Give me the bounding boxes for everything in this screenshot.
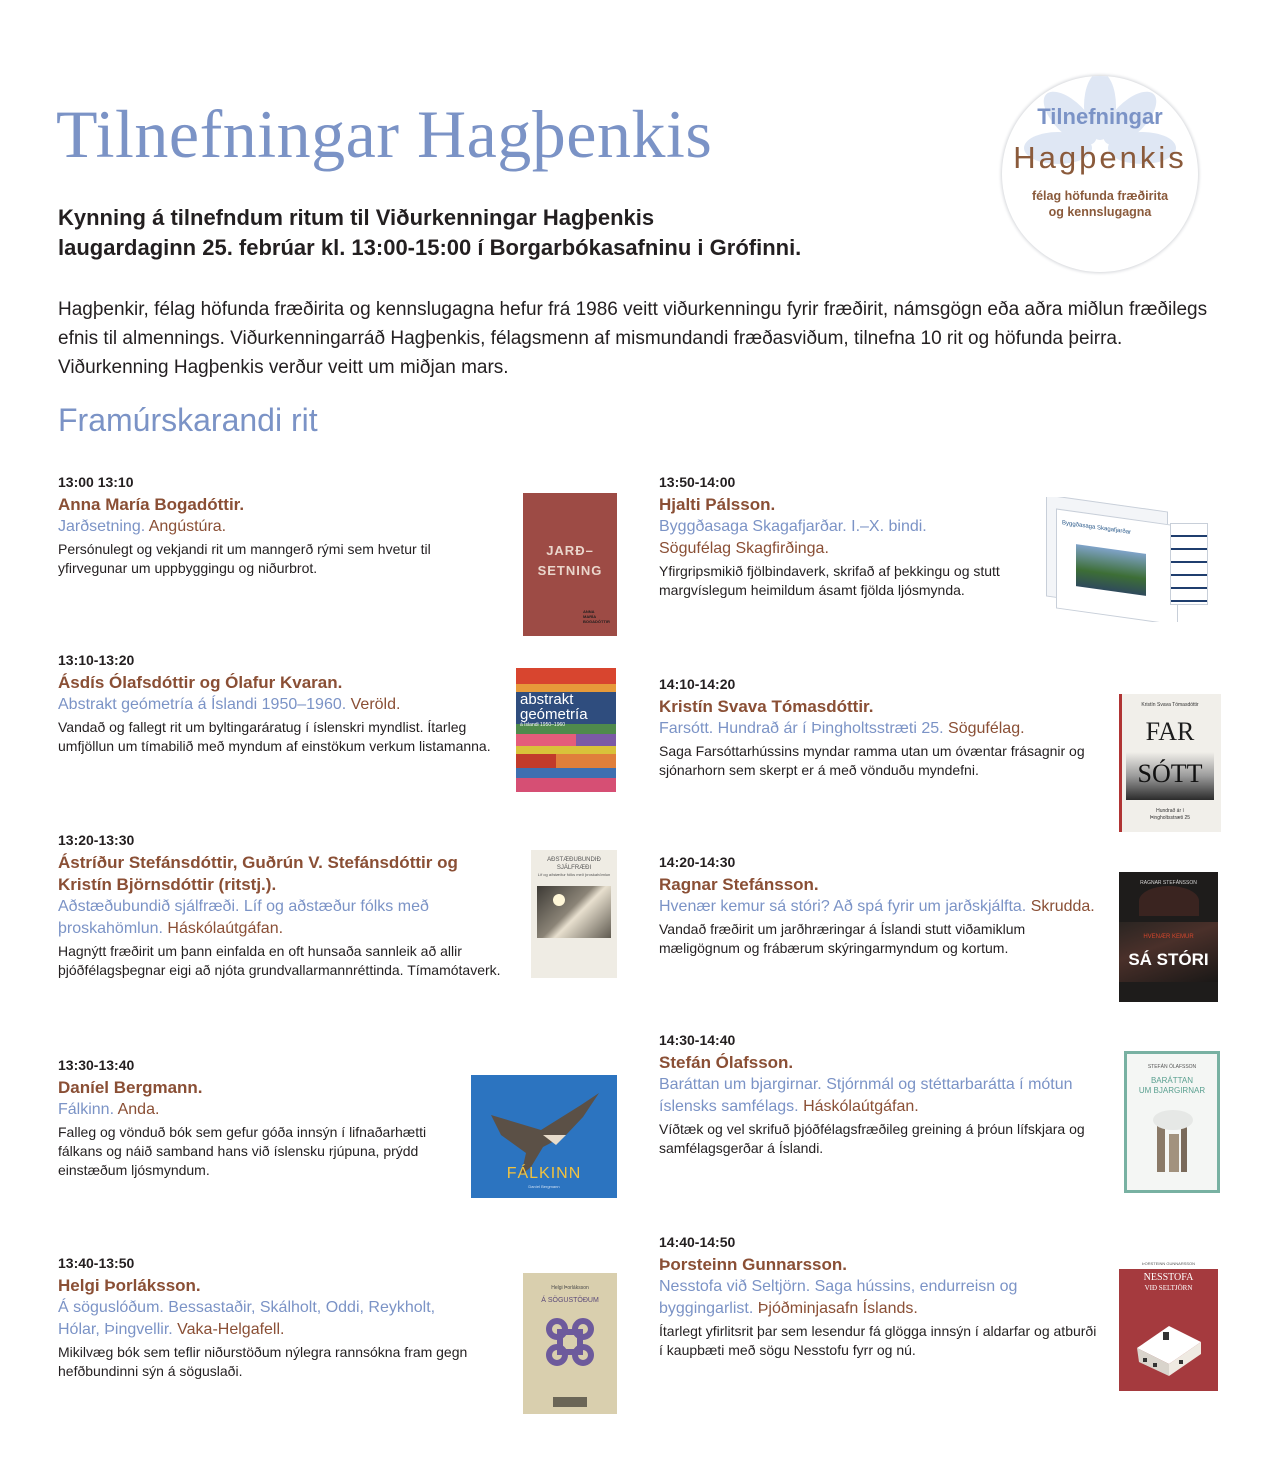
cover-title-line: VIÐ SELTJÖRN <box>1144 1284 1193 1292</box>
entry-author: Kristín Svava Tómasdóttir. <box>659 697 874 716</box>
entry-publisher: Anda. <box>117 1101 160 1118</box>
entry-description: Yfirgripsmikið fjölbindaverk, skrifað af þekkingu og stutt margvíslegum heimildum ásamt fjölda ljósmynda. <box>659 563 1000 598</box>
entry-publisher: Vaka-Helgafell. <box>177 1321 285 1338</box>
event-subtitle <box>58 203 958 263</box>
cover-title-line: FÁLKINN <box>506 1165 582 1182</box>
entry-description: Vandað fræðirit um jarðhræringar á Íslandi stutt viðamiklum mæligögnum og frábærum skýringarmyndum og kortum. <box>659 921 1026 956</box>
entry-author: Daníel Bergmann. <box>58 1078 203 1097</box>
entry-author: Helgi Þorláksson. <box>58 1276 201 1295</box>
entry-adstaedubundid <box>58 830 508 980</box>
entry-work <box>659 896 1109 918</box>
entry-description: Hagnýtt fræðirit um þann einfalda en oft hunsaða sannleik að allir þjóðfélagsþegnar eigi að njóta grundvallarmannréttinda. Tímamótaverk. <box>58 943 501 978</box>
cover-subtitle: Líf og aðstæður fólks með þroskahömlun <box>537 872 611 877</box>
entry-author: Hjalti Pálsson. <box>659 495 776 514</box>
entry-time: 13:10-13:20 <box>58 652 135 668</box>
entry-publisher: Veröld. <box>350 696 401 713</box>
cover-author-line: MARÍA <box>583 614 597 619</box>
entry-title: Abstrakt geómetría á Íslandi 1950–1960. <box>58 696 347 713</box>
cover-title-line: FAR <box>1145 717 1195 746</box>
knot-symbol-icon <box>545 1317 595 1367</box>
entry-description: Mikilvæg bók sem teflir niðurstöðum nýlegra rannsókna fram gegn hefðbundinni sýn á söguslaði. <box>58 1344 468 1379</box>
logo-line-4: og kennslugagna <box>1048 205 1152 219</box>
logo-tagline <box>1002 188 1198 220</box>
entry-time: 13:30-13:40 <box>58 1057 135 1073</box>
cover-subtitle: HVENÆR KEMUR <box>1143 934 1194 940</box>
entry-title: Baráttan um bjargirnar. Stjórnmál og stéttarbarátta í mótun íslensks samfélags. <box>659 1076 1073 1115</box>
entry-nesstofa <box>659 1232 1099 1360</box>
entry-work <box>58 516 498 538</box>
entry-description: Saga Farsóttarhússins myndar ramma utan um óvæntar frásagnir og sjónarhorn sem skerpt er á með vönduðu myndefni. <box>659 743 1085 778</box>
entry-byggdasaga <box>659 472 1029 600</box>
intro-paragraph: Hagþenkir, félag höfunda fræðirita og kennslugagna hefur frá 1986 veitt viðurkenningu fyrir fræðirit, námsgögn eða aðra miðlun fræðilegs efnis til almennings. Viðurkenningarráð Hagþenkis, félagsmenn af mismundandi fræðasviðum, tilnefna 10 rit og höfunda þeirra. Viðurkenning Hagþenkis verður veitt um miðjan mars. <box>58 299 1208 378</box>
entry-work <box>58 1099 458 1121</box>
logo-line-3: félag höfunda fræðirita <box>1031 189 1169 203</box>
cover-author-line: ANNA <box>583 609 595 614</box>
entry-work <box>58 896 508 940</box>
cover-title-line: Byggðasaga Skagafjarðar <box>1062 520 1132 536</box>
entry-work <box>659 1276 1099 1320</box>
cover-title-line: geómetría <box>520 706 588 723</box>
page-title: Tilnefningar Hagþenkis <box>56 96 713 172</box>
entry-work <box>659 1074 1099 1118</box>
entry-description: Persónulegt og vekjandi rit um manngerð rými sem hvetur til yfirvegunar um uppbyggingu og niðurbrot. <box>58 541 431 576</box>
subtitle-line-1: Kynning á tilnefndum ritum til Viðurkenningar Hagþenkis <box>58 205 655 230</box>
entry-publisher: Háskólaútgáfan. <box>167 920 284 937</box>
cover-author-line: BOGADÓTTIR <box>583 619 610 624</box>
entry-time: 13:20-13:30 <box>58 832 135 848</box>
entry-publisher: Angústúra. <box>148 518 227 535</box>
entry-barattan <box>659 1030 1099 1158</box>
logo-line-2: Hagþenkis <box>1013 140 1187 175</box>
book-cover-sogustodum <box>523 1273 617 1414</box>
entry-author: Ástríður Stefánsdóttir, Guðrún V. Stefánsdóttir og Kristín Björnsdóttir (ritstj.). <box>58 853 458 894</box>
entry-author: Ragnar Stefánsson. <box>659 875 819 894</box>
entry-description: Vandað og fallegt rit um byltingaráratug í íslenskri myndlist. Ítarleg umfjöllun um tímabilið með myndum af einstökum verkum listamanna. <box>58 719 491 754</box>
entry-time: 13:00 13:10 <box>58 474 134 490</box>
entry-jardsetning <box>58 472 498 578</box>
entry-publisher: Sögufélag Skagfirðinga. <box>659 540 829 557</box>
cover-subtitle: Þingholtsstræti 25 <box>1149 815 1191 821</box>
cover-title-line: SÁ STÓRI <box>1128 950 1209 969</box>
cover-title-line: abstrakt <box>520 691 574 708</box>
entry-author: Ásdís Ólafsdóttir og Ólafur Kvaran. <box>58 673 343 692</box>
entry-title: Fálkinn. <box>58 1101 115 1118</box>
entry-work <box>58 1297 478 1341</box>
entry-title: Jarðsetning. <box>58 518 146 535</box>
entry-publisher: Sögufélag. <box>948 720 1025 737</box>
book-cover-jardsetning <box>523 493 617 636</box>
cover-title-line: SÓTT <box>1137 759 1203 788</box>
cover-title-line: BARÁTTAN <box>1150 1076 1194 1085</box>
entry-abstrakt-geometria <box>58 650 508 756</box>
entry-publisher: Þjóðminjasafn Íslands. <box>757 1300 918 1317</box>
entry-time: 13:50-14:00 <box>659 474 736 490</box>
entry-author: Þorsteinn Gunnarsson. <box>659 1255 847 1274</box>
cover-author-line: ÞORSTEINN GUNNARSSON <box>1141 1261 1196 1266</box>
entry-time: 14:30-14:40 <box>659 1032 736 1048</box>
cover-title-line: SJÁLFRÆÐI <box>556 865 592 871</box>
entry-title: Nesstofa við Seltjörn. Saga hússins, endurreisn og byggingarlist. <box>659 1278 1018 1317</box>
cover-author-line: Kristín Svava Tómasdóttir <box>1141 702 1199 708</box>
entry-title: Hvenær kemur sá stóri? Að spá fyrir um jarðskjálfta. <box>659 898 1027 915</box>
entry-time: 14:40-14:50 <box>659 1234 736 1250</box>
entry-publisher: Háskólaútgáfan. <box>803 1098 919 1115</box>
section-title: Framúrskarandi rit <box>58 402 318 438</box>
subtitle-line-2: laugardaginn 25. febrúar kl. 13:00-15:00 í Borgarbókasafninu i Grófinni. <box>58 235 802 260</box>
entry-description: Ítarlegt yfirlitsrit þar sem lesendur fá glögga innsýn í aldarfar og atburði í kaupbæti með sögu Nesstofu fyrr og nú. <box>659 1323 1097 1358</box>
entry-sa-stori <box>659 852 1109 958</box>
entry-title: Á söguslóðum. Bessastaðir, Skálholt, Oddi, Reykholt, Hólar, Þingvellir. <box>58 1299 436 1338</box>
entry-publisher: Skrudda. <box>1030 898 1095 915</box>
entry-title: Aðstæðubundið sjálfræði. Líf og aðstæður fólks með þroskahömlun. <box>58 898 429 937</box>
hagthenkir-logo <box>1002 76 1198 272</box>
entry-a-sogustodum <box>58 1253 478 1381</box>
logo-line-1: Tilnefningar <box>1037 104 1163 129</box>
book-cover-adstaedubundid <box>531 850 617 978</box>
entry-time: 14:20-14:30 <box>659 854 736 870</box>
entry-description: Falleg og vönduð bók sem gefur góða innsýn í lifnaðarhætti fálkans og náið samband hans við íslensku rjúpuna, prýdd einstæðum ljósmyndum. <box>58 1124 427 1178</box>
cover-title-line: UM BJARGIRNAR <box>1138 1086 1206 1095</box>
cover-subtitle: á Íslandi 1950–1960 <box>520 722 566 728</box>
cover-title-line: AÐSTÆÐUBUNDIÐ <box>547 857 601 863</box>
book-cover-nesstofa <box>1119 1260 1218 1391</box>
entry-time: 14:10-14:20 <box>659 676 736 692</box>
entry-work <box>58 694 508 716</box>
book-cover-byggdasaga <box>1038 497 1210 622</box>
cover-author-line: STEFÁN ÓLAFSSON <box>1147 1064 1197 1070</box>
book-cover-barattan <box>1124 1051 1220 1193</box>
entry-work <box>659 718 1099 740</box>
cover-author-line: Helgi Þorláksson <box>551 1285 589 1291</box>
cover-title-line: JARÐ– <box>546 543 594 558</box>
entry-time: 13:40-13:50 <box>58 1255 135 1271</box>
cover-author-line: RAGNAR STEFÁNSSON <box>1140 880 1197 886</box>
book-cover-falkinn <box>471 1075 617 1198</box>
cover-title-line: Á SÖGUSTÖÐUM <box>541 1297 599 1304</box>
entry-title: Farsótt. Hundrað ár í Þingholtsstræti 25. <box>659 720 944 737</box>
entry-author: Stefán Ólafsson. <box>659 1053 794 1072</box>
cover-subtitle: Hundrað ár í <box>1156 808 1184 814</box>
cover-author-line: Daníel Bergmann <box>528 1184 560 1189</box>
entry-description: Víðtæk og vel skrifuð þjóðfélagsfræðileg greining á þróun lífskjara og samfélagsgerðar á Íslandi. <box>659 1121 1085 1156</box>
entry-farsott <box>659 674 1099 780</box>
house-icon <box>1133 1318 1205 1378</box>
book-cover-abstrakt <box>516 668 616 792</box>
book-cover-farsott <box>1119 694 1221 832</box>
cover-title-line: SETNING <box>537 563 603 578</box>
cover-title-line: NESSTOFA <box>1143 1272 1194 1283</box>
entry-author: Anna María Bogadóttir. <box>58 495 245 514</box>
entry-work <box>659 516 1029 560</box>
entry-title: Byggðasaga Skagafjarðar. I.–X. bindi. <box>659 518 927 535</box>
entry-falkinn <box>58 1055 458 1180</box>
book-cover-sa-stori <box>1119 872 1218 1002</box>
